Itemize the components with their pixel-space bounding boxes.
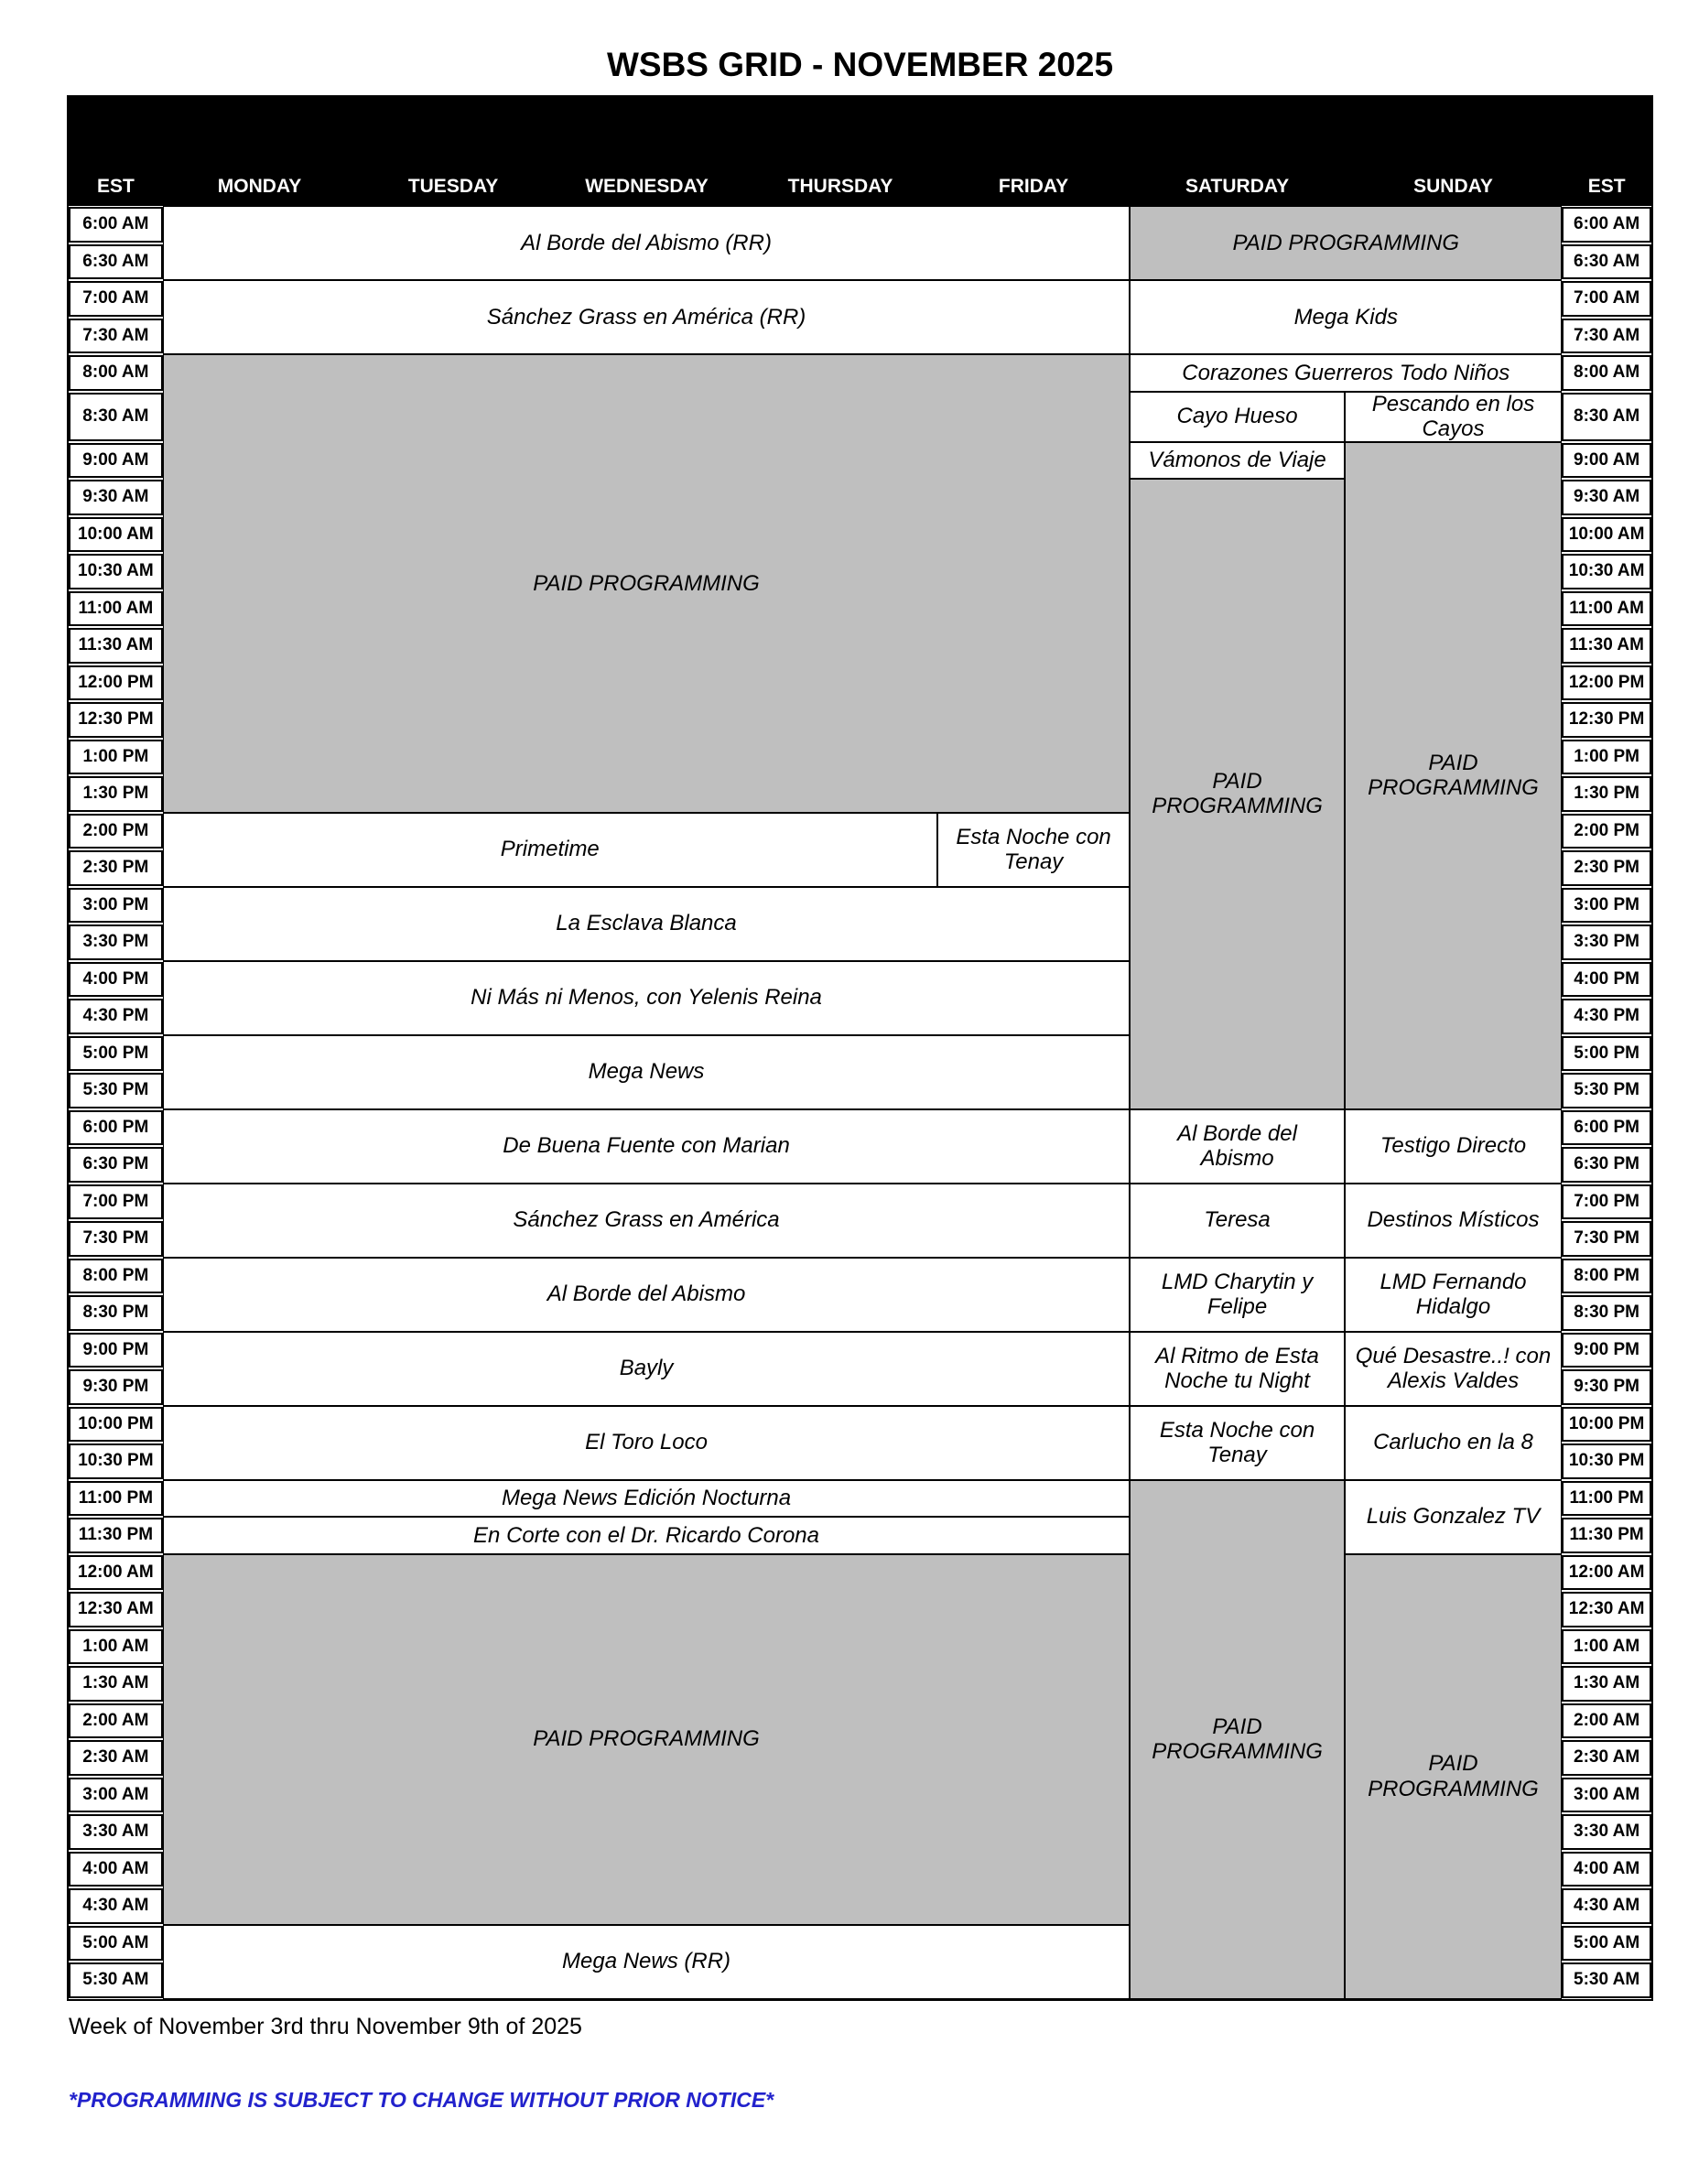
time-cell-right: 5:00 PM <box>1562 1036 1651 1072</box>
program-block: El Toro Loco <box>163 1406 1131 1480</box>
program-block: Pescando en los Cayos <box>1345 392 1562 442</box>
time-cell-left: 3:30 PM <box>69 924 163 960</box>
time-cell-left: 2:30 AM <box>69 1740 163 1776</box>
time-cell-left: 4:30 AM <box>69 1888 163 1924</box>
time-cell-left: 9:30 AM <box>69 480 163 515</box>
program-block: Mega News (RR) <box>163 1925 1131 1999</box>
program-block: Al Borde del Abismo <box>1130 1109 1344 1184</box>
program-block: De Buena Fuente con Marian <box>163 1109 1131 1184</box>
time-cell-left: 6:00 PM <box>69 1110 163 1146</box>
time-cell-right: 9:00 PM <box>1562 1333 1651 1368</box>
time-cell-right: 9:30 PM <box>1562 1369 1651 1405</box>
time-cell-right: 8:30 AM <box>1562 393 1651 441</box>
time-cell-right: 5:30 AM <box>1562 1962 1651 1998</box>
time-cell-right: 3:00 PM <box>1562 888 1651 924</box>
time-cell-right: 4:00 AM <box>1562 1852 1651 1887</box>
program-block: Bayly <box>163 1332 1131 1406</box>
time-cell-left: 5:00 PM <box>69 1036 163 1072</box>
time-cell-right: 6:00 AM <box>1562 207 1651 243</box>
time-cell-right: 10:00 PM <box>1562 1407 1651 1443</box>
time-cell-left: 3:00 PM <box>69 888 163 924</box>
time-cell-left: 4:30 PM <box>69 999 163 1034</box>
col-header-saturday: SATURDAY <box>1185 176 1290 197</box>
program-block: Al Ritmo de Esta Noche tu Night <box>1130 1332 1344 1406</box>
disclaimer-note: *PROGRAMMING IS SUBJECT TO CHANGE WITHOUT PRIOR NOTICE* <box>69 2087 774 2112</box>
program-block: En Corte con el Dr. Ricardo Corona <box>163 1517 1131 1554</box>
program-block: Luis Gonzalez TV <box>1345 1480 1562 1554</box>
program-block: PAID PROGRAMMING <box>1130 1480 1344 1999</box>
program-block: La Esclava Blanca <box>163 887 1131 961</box>
col-header-monday: MONDAY <box>217 176 302 197</box>
time-cell-right: 7:00 AM <box>1562 281 1651 317</box>
page-title: WSBS GRID - NOVEMBER 2025 <box>606 46 1114 83</box>
time-cell-right: 1:30 AM <box>1562 1666 1651 1702</box>
program-block: PAID PROGRAMMING <box>1345 1554 1562 1999</box>
time-cell-left: 10:30 PM <box>69 1443 163 1479</box>
time-cell-right: 5:30 PM <box>1562 1073 1651 1108</box>
time-cell-right: 7:30 AM <box>1562 319 1651 354</box>
col-header-est-left: EST <box>96 176 135 197</box>
time-cell-left: 4:00 AM <box>69 1852 163 1887</box>
time-cell-left: 7:00 AM <box>69 281 163 317</box>
time-cell-left: 5:30 PM <box>69 1073 163 1108</box>
time-cell-right: 11:00 PM <box>1562 1481 1651 1517</box>
time-cell-left: 1:00 AM <box>69 1629 163 1665</box>
time-cell-left: 3:00 AM <box>69 1778 163 1813</box>
time-cell-right: 4:30 AM <box>1562 1888 1651 1924</box>
time-cell-right: 11:30 AM <box>1562 628 1651 664</box>
program-block: Esta Noche con Tenay <box>937 813 1131 887</box>
col-header-wednesday: WEDNESDAY <box>585 176 709 197</box>
time-cell-right: 2:00 PM <box>1562 814 1651 849</box>
time-cell-right: 9:30 AM <box>1562 480 1651 515</box>
time-cell-right: 6:00 PM <box>1562 1110 1651 1146</box>
time-cell-left: 2:00 AM <box>69 1703 163 1739</box>
schedule-grid-body <box>69 206 1651 1999</box>
time-cell-right: 7:30 PM <box>1562 1221 1651 1257</box>
time-cell-right: 8:00 AM <box>1562 355 1651 391</box>
program-block: PAID PROGRAMMING <box>163 1554 1131 1925</box>
program-block: Corazones Guerreros Todo Niños <box>1130 354 1562 392</box>
time-cell-right: 1:00 PM <box>1562 740 1651 775</box>
time-cell-left: 3:30 AM <box>69 1814 163 1850</box>
time-cell-right: 12:30 AM <box>1562 1592 1651 1627</box>
col-header-tuesday: TUESDAY <box>407 176 499 197</box>
time-cell-left: 12:30 AM <box>69 1592 163 1627</box>
time-cell-left: 5:00 AM <box>69 1926 163 1962</box>
time-cell-left: 11:00 AM <box>69 591 163 627</box>
time-cell-left: 11:30 PM <box>69 1518 163 1553</box>
time-cell-right: 12:00 AM <box>1562 1555 1651 1591</box>
time-cell-left: 4:00 PM <box>69 962 163 998</box>
program-block: PAID PROGRAMMING <box>1130 479 1344 1109</box>
time-cell-left: 11:30 AM <box>69 628 163 664</box>
program-block: Carlucho en la 8 <box>1345 1406 1562 1480</box>
time-cell-right: 3:30 AM <box>1562 1814 1651 1850</box>
time-cell-right: 2:30 PM <box>1562 850 1651 886</box>
time-cell-left: 6:30 AM <box>69 244 163 280</box>
time-cell-left: 7:00 PM <box>69 1184 163 1220</box>
time-cell-right: 3:30 PM <box>1562 924 1651 960</box>
time-cell-left: 2:00 PM <box>69 814 163 849</box>
time-cell-left: 10:00 AM <box>69 517 163 553</box>
time-cell-left: 1:30 PM <box>69 776 163 812</box>
time-cell-right: 2:30 AM <box>1562 1740 1651 1776</box>
time-cell-left: 2:30 PM <box>69 850 163 886</box>
time-cell-right: 4:30 PM <box>1562 999 1651 1034</box>
time-cell-left: 7:30 PM <box>69 1221 163 1257</box>
program-block: Qué Desastre..! con Alexis Valdes <box>1345 1332 1562 1406</box>
time-cell-right: 8:00 PM <box>1562 1259 1651 1294</box>
program-block: PAID PROGRAMMING <box>163 354 1131 813</box>
time-cell-right: 1:30 PM <box>1562 776 1651 812</box>
time-cell-right: 8:30 PM <box>1562 1295 1651 1331</box>
program-block: PAID PROGRAMMING <box>1130 206 1562 280</box>
program-block: Sánchez Grass en América (RR) <box>163 280 1131 354</box>
program-block: Vámonos de Viaje <box>1130 442 1344 480</box>
time-cell-left: 5:30 AM <box>69 1962 163 1998</box>
time-cell-left: 7:30 AM <box>69 319 163 354</box>
program-block: PAID PROGRAMMING <box>1345 442 1562 1109</box>
time-cell-left: 8:00 PM <box>69 1259 163 1294</box>
program-block: Teresa <box>1130 1184 1344 1258</box>
time-cell-left: 6:30 PM <box>69 1147 163 1183</box>
time-cell-right: 6:30 AM <box>1562 244 1651 280</box>
program-block: Al Borde del Abismo (RR) <box>163 206 1131 280</box>
time-cell-left: 9:00 PM <box>69 1333 163 1368</box>
col-header-sunday: SUNDAY <box>1413 176 1493 197</box>
time-cell-right: 11:30 PM <box>1562 1518 1651 1553</box>
time-cell-right: 12:30 PM <box>1562 702 1651 738</box>
program-block: Mega Kids <box>1130 280 1562 354</box>
program-block: Destinos Místicos <box>1345 1184 1562 1258</box>
program-block: Primetime <box>163 813 937 887</box>
time-cell-right: 10:30 AM <box>1562 554 1651 589</box>
program-block: Testigo Directo <box>1345 1109 1562 1184</box>
schedule-table <box>67 95 1653 2001</box>
time-cell-left: 9:30 PM <box>69 1369 163 1405</box>
time-cell-right: 5:00 AM <box>1562 1926 1651 1962</box>
program-block: Sánchez Grass en América <box>163 1184 1131 1258</box>
time-cell-right: 3:00 AM <box>1562 1778 1651 1813</box>
time-cell-right: 10:00 AM <box>1562 517 1651 553</box>
time-cell-right: 9:00 AM <box>1562 443 1651 479</box>
time-cell-right: 4:00 PM <box>1562 962 1651 998</box>
time-cell-right: 2:00 AM <box>1562 1703 1651 1739</box>
program-block: Al Borde del Abismo <box>163 1258 1131 1332</box>
program-block: Mega News <box>163 1035 1131 1109</box>
col-header-thursday: THURSDAY <box>787 176 893 197</box>
time-cell-right: 11:00 AM <box>1562 591 1651 627</box>
table-header-row <box>69 97 1651 206</box>
time-cell-left: 1:00 PM <box>69 740 163 775</box>
program-block: LMD Fernando Hidalgo <box>1345 1258 1562 1332</box>
col-header-est-right: EST <box>1587 176 1626 197</box>
time-cell-left: 6:00 AM <box>69 207 163 243</box>
time-cell-right: 1:00 AM <box>1562 1629 1651 1665</box>
time-cell-right: 6:30 PM <box>1562 1147 1651 1183</box>
program-block: Esta Noche con Tenay <box>1130 1406 1344 1480</box>
time-cell-left: 12:30 PM <box>69 702 163 738</box>
program-block: Ni Más ni Menos, con Yelenis Reina <box>163 961 1131 1035</box>
time-cell-left: 8:00 AM <box>69 355 163 391</box>
time-cell-left: 1:30 AM <box>69 1666 163 1702</box>
time-cell-left: 8:30 AM <box>69 393 163 441</box>
time-cell-left: 12:00 PM <box>69 665 163 701</box>
footer-week-note: Week of November 3rd thru November 9th of 2025 <box>69 2013 582 2039</box>
col-header-friday: FRIDAY <box>998 176 1069 197</box>
time-cell-right: 7:00 PM <box>1562 1184 1651 1220</box>
program-block: Cayo Hueso <box>1130 392 1344 442</box>
time-cell-left: 10:30 AM <box>69 554 163 589</box>
time-cell-left: 11:00 PM <box>69 1481 163 1517</box>
time-cell-left: 9:00 AM <box>69 443 163 479</box>
time-cell-left: 12:00 AM <box>69 1555 163 1591</box>
program-block: LMD Charytin y Felipe <box>1130 1258 1344 1332</box>
time-cell-left: 10:00 PM <box>69 1407 163 1443</box>
time-cell-left: 8:30 PM <box>69 1295 163 1331</box>
time-cell-right: 10:30 PM <box>1562 1443 1651 1479</box>
program-block: Mega News Edición Nocturna <box>163 1480 1131 1518</box>
time-cell-right: 12:00 PM <box>1562 665 1651 701</box>
